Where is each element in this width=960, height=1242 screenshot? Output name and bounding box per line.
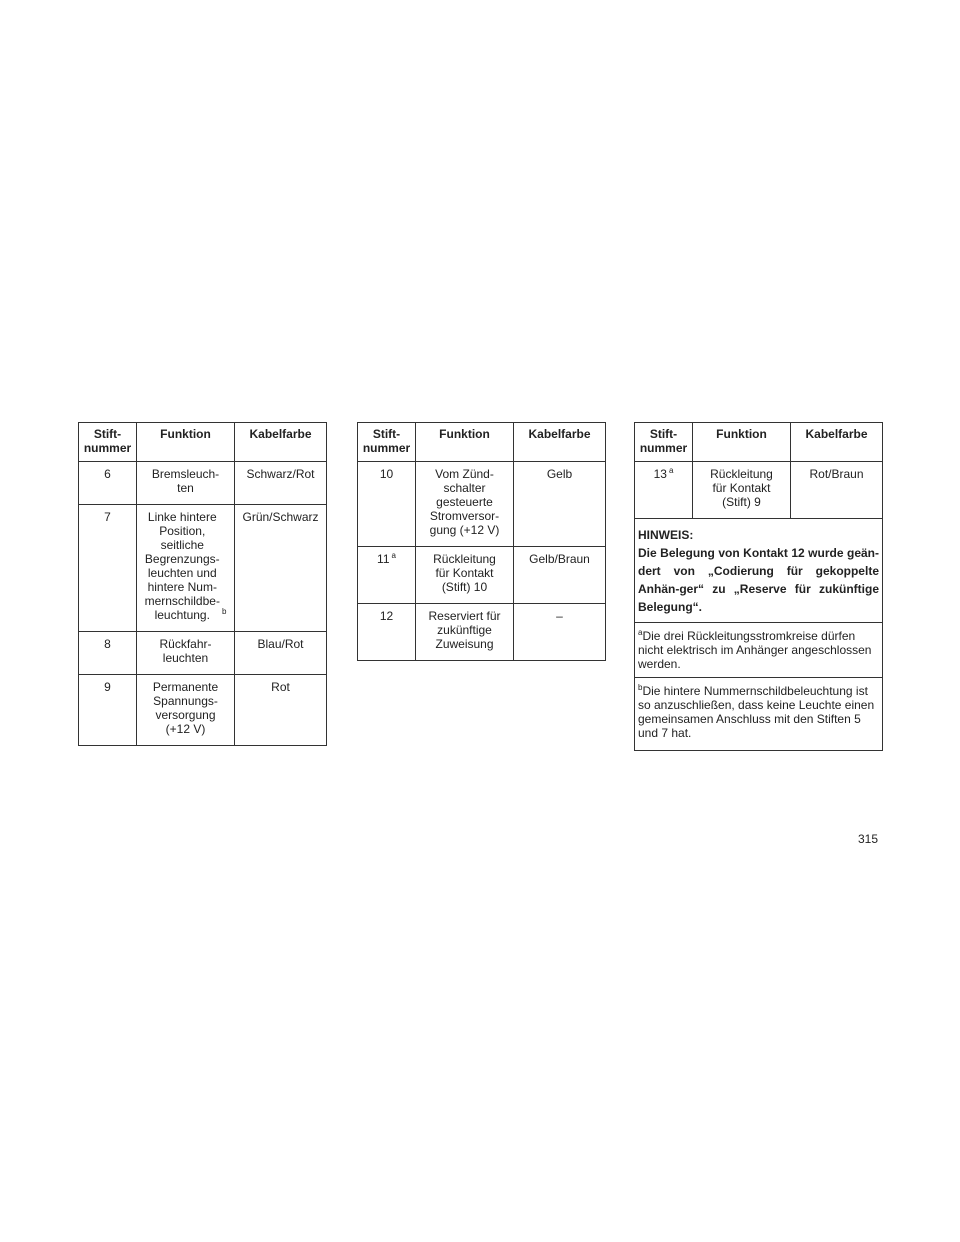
pin-cell: 13 $^a$: [635, 462, 693, 519]
pin-cell: 9: [79, 675, 137, 746]
note-title: HINWEIS:: [638, 528, 694, 542]
note-row: [635, 519, 883, 623]
function-cell: Linke hintere Position, seitliche Begrenzungs- leuchten und hintere Num- mernschildbe- leuchtung. $^b$: [137, 505, 235, 632]
header-color: Kabelfarbe: [235, 423, 327, 462]
color-cell: –: [514, 604, 606, 661]
footnote-mark: a: [668, 466, 674, 475]
footnote-a-text: Die drei Rückleitungsstromkreise dürfen nicht elektrisch im Anhänger angeschlossen werden.: [638, 629, 872, 671]
table-header-row: [635, 423, 883, 462]
footnote-row: [635, 678, 883, 751]
pin-cell: 12: [358, 604, 416, 661]
table-header-row: [358, 423, 606, 462]
table-row: [358, 547, 606, 604]
color-cell: Gelb/Braun: [514, 547, 606, 604]
function-cell: Reserviert für zukünftige Zuweisung: [416, 604, 514, 661]
table-row: [79, 462, 327, 505]
table-header-row: [79, 423, 327, 462]
pin-cell: 7: [79, 505, 137, 632]
color-cell: Schwarz/Rot: [235, 462, 327, 505]
function-cell: Rückleitung für Kontakt (Stift) 9: [693, 462, 791, 519]
table-row: [358, 604, 606, 661]
header-function: Funktion: [416, 423, 514, 462]
color-cell: Rot/Braun: [791, 462, 883, 519]
header-pin: Stift- nummer: [358, 423, 416, 462]
pin-cell: 10: [358, 462, 416, 547]
footnote-b-text: Die hintere Nummernschildbeleuchtung ist so anzuschließen, dass keine Leuchte einen gemeinsamen Anschluss mit den Stiften 5 und 7 hat.: [638, 684, 875, 740]
color-cell: Blau/Rot: [235, 632, 327, 675]
header-pin: Stift- nummer: [79, 423, 137, 462]
pin-cell: 6: [79, 462, 137, 505]
function-cell: Bremsleuch- ten: [137, 462, 235, 505]
table-row: [635, 462, 883, 519]
function-cell: Rückfahr- leuchten: [137, 632, 235, 675]
note-cell: [635, 519, 883, 623]
header-color: Kabelfarbe: [791, 423, 883, 462]
table-row: [358, 462, 606, 547]
footnote-row: [635, 623, 883, 678]
pin-cell: 8: [79, 632, 137, 675]
table-row: [79, 675, 327, 746]
color-cell: Grün/Schwarz: [235, 505, 327, 632]
pin-table-2: [357, 422, 606, 661]
color-cell: Rot: [235, 675, 327, 746]
header-function: Funktion: [693, 423, 791, 462]
pin-table-3: [634, 422, 883, 751]
footnote-b: [635, 678, 883, 751]
header-pin: Stift- nummer: [635, 423, 693, 462]
header-color: Kabelfarbe: [514, 423, 606, 462]
footnote-mark: a: [638, 628, 643, 637]
color-cell: Gelb: [514, 462, 606, 547]
footnote-mark: b: [221, 607, 227, 616]
footnote-mark: b: [638, 683, 643, 692]
header-function: Funktion: [137, 423, 235, 462]
function-cell: Permanente Spannungs- versorgung (+12 V): [137, 675, 235, 746]
footnote-a: [635, 623, 883, 678]
pin-cell: 11 $^a$: [358, 547, 416, 604]
table-row: [79, 632, 327, 675]
function-cell: Vom Zünd- schalter gesteuerte Stromversor- gung (+12 V): [416, 462, 514, 547]
pin-table-1: [78, 422, 327, 746]
table-row: [79, 505, 327, 632]
function-cell: Rückleitung für Kontakt (Stift) 10: [416, 547, 514, 604]
page-number: 315: [858, 832, 879, 846]
note-body: Die Belegung von Kontakt 12 wurde geän-dert von „Codierung für gekoppelte Anhän-ger“ zu „Reserve für zukünftige Belegung“.: [638, 546, 879, 614]
footnote-mark: a: [391, 551, 396, 560]
